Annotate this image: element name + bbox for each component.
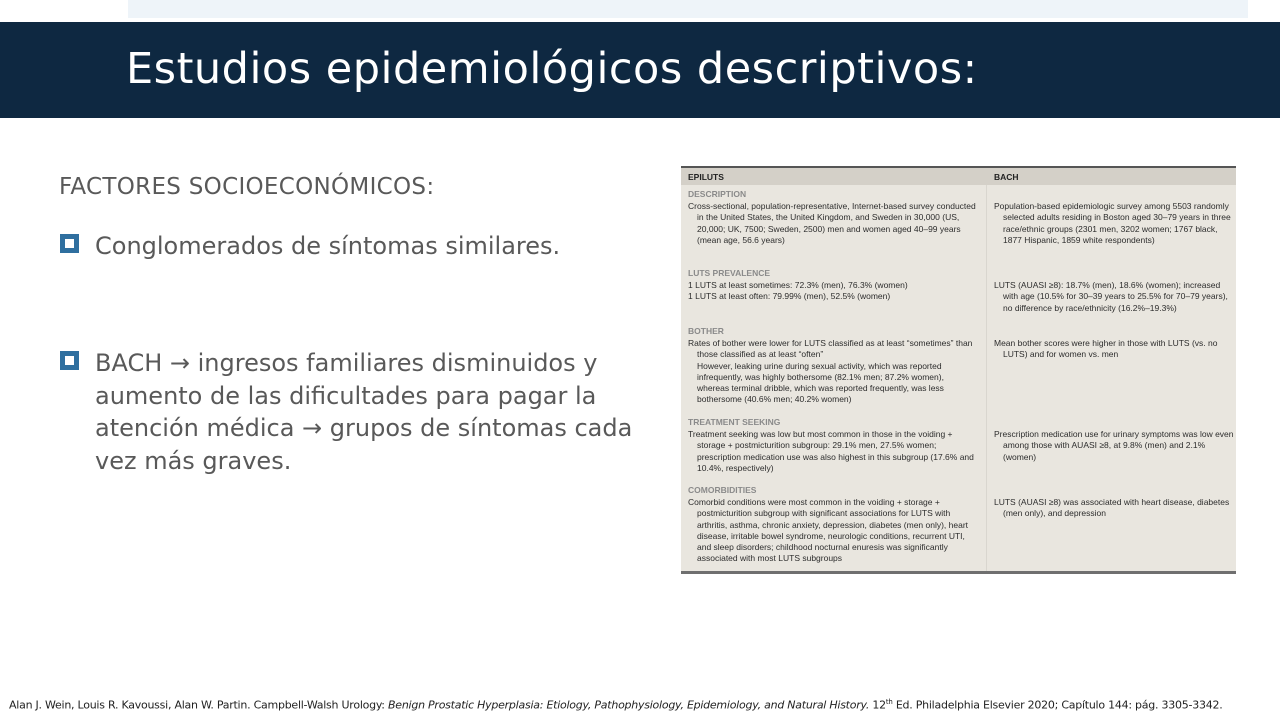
row-label: LUTS PREVALENCE bbox=[688, 268, 771, 278]
bullet-text: Conglomerados de síntomas similares. bbox=[95, 232, 561, 260]
epidemiology-table bbox=[681, 166, 1236, 574]
header-bach: BACH bbox=[994, 172, 1019, 182]
citation bbox=[9, 698, 1222, 712]
header-epiluts: EPILUTS bbox=[688, 172, 724, 182]
bach-cell: Mean bother scores were higher in those with LUTS (vs. no LUTS) and for women vs. men bbox=[994, 338, 1218, 360]
slide-title: Estudios epidemiológicos descriptivos: bbox=[126, 44, 978, 94]
epiluts-cell: 1 LUTS at least sometimes: 72.3% (men), 76.3% (women) 1 LUTS at least often: 79.99% (men), 52.5% (women) bbox=[688, 280, 908, 302]
bullet-item bbox=[60, 347, 680, 477]
bach-cell: Population-based epidemiologic survey among 5503 randomly selected adults residing in Boston aged 30–79 years in three race/ethnic groups (2301 men, 3202 women; 1767 black, 1877 Hispanic, 1859 white respondents) bbox=[994, 201, 1231, 245]
table-header bbox=[681, 166, 1236, 185]
bach-cell: Prescription medication use for urinary symptoms was low even among those with AUASI ≥8, at 9.8% (men) and 2.1% (women) bbox=[994, 429, 1234, 462]
bach-cell: LUTS (AUASI ≥8) was associated with heart disease, diabetes (men only), and depression bbox=[994, 497, 1230, 519]
row-label: COMORBIDITIES bbox=[688, 485, 757, 495]
epiluts-cell: Cross-sectional, population-representative, Internet-based survey conducted in the United States, the United Kingdom, and Sweden in 30,000 (US, 20,000; UK, 7500; Sweden, 2500) men and women aged 40–99 years (mean age, 56.6 years) bbox=[688, 201, 976, 245]
row-label: TREATMENT SEEKING bbox=[688, 417, 781, 427]
citation-book-title: Benign Prostatic Hyperplasia: Etiology, Pathophysiology, Epidemiology, and Natural History. bbox=[388, 698, 870, 712]
top-strip bbox=[128, 0, 1248, 18]
column-divider bbox=[986, 185, 987, 571]
epiluts-cell: Treatment seeking was low but most common in those in the voiding + storage + postmicturition subgroup: 29.1% men, 27.5% women; prescription medication use was also highest in this subgroup (17.6% and 10.4%, respectively) bbox=[688, 429, 974, 473]
bach-cell: LUTS (AUASI ≥8): 18.7% (men), 18.6% (women); increased with age (10.5% for 30–39 years to 25.5% for 70–79 years), no difference by race/ethnicity (16.2%–19.3%) bbox=[994, 280, 1228, 313]
citation-authors: Alan J. Wein, Louis R. Kavoussi, Alan W. Partin. Campbell-Walsh Urology: bbox=[9, 698, 388, 712]
section-heading: FACTORES SOCIOECONÓMICOS: bbox=[59, 174, 435, 200]
row-label: DESCRIPTION bbox=[688, 189, 747, 199]
citation-edition-sup: th bbox=[885, 698, 893, 706]
bullet-item bbox=[60, 230, 560, 263]
row-label: BOTHER bbox=[688, 326, 724, 336]
epiluts-cell: Rates of bother were lower for LUTS classified as at least “sometimes” than those classified as at least “often” However, leaking urine during sexual activity, which was reported infrequently, was highly bothersome (82.1% men; 87.2% women), whereas terminal dribble, which was reported frequently, was less bothersome (40.6% men; 40.2% women) bbox=[688, 338, 973, 405]
citation-edition: 12 bbox=[869, 698, 886, 712]
citation-rest: Ed. Philadelphia Elsevier 2020; Capítulo 144: pág. 3305-3342. bbox=[892, 698, 1223, 712]
bullet-text: BACH → ingresos familiares disminuidos y aumento de las dificultades para pagar la atención médica → grupos de síntomas cada vez más graves. bbox=[95, 349, 633, 475]
square-bullet-icon bbox=[60, 234, 79, 253]
square-bullet-icon bbox=[60, 351, 79, 370]
epiluts-cell: Comorbid conditions were most common in the voiding + storage + postmicturition subgroup with significant associations for LUTS with arthritis, asthma, chronic anxiety, depression, diabetes (men only), heart disease, irritable bowel syndrome, neurologic conditions, recurrent UTI, and sleep disorders; childhood nocturnal enuresis was significantly associated with most LUTS subgroups bbox=[688, 497, 969, 564]
